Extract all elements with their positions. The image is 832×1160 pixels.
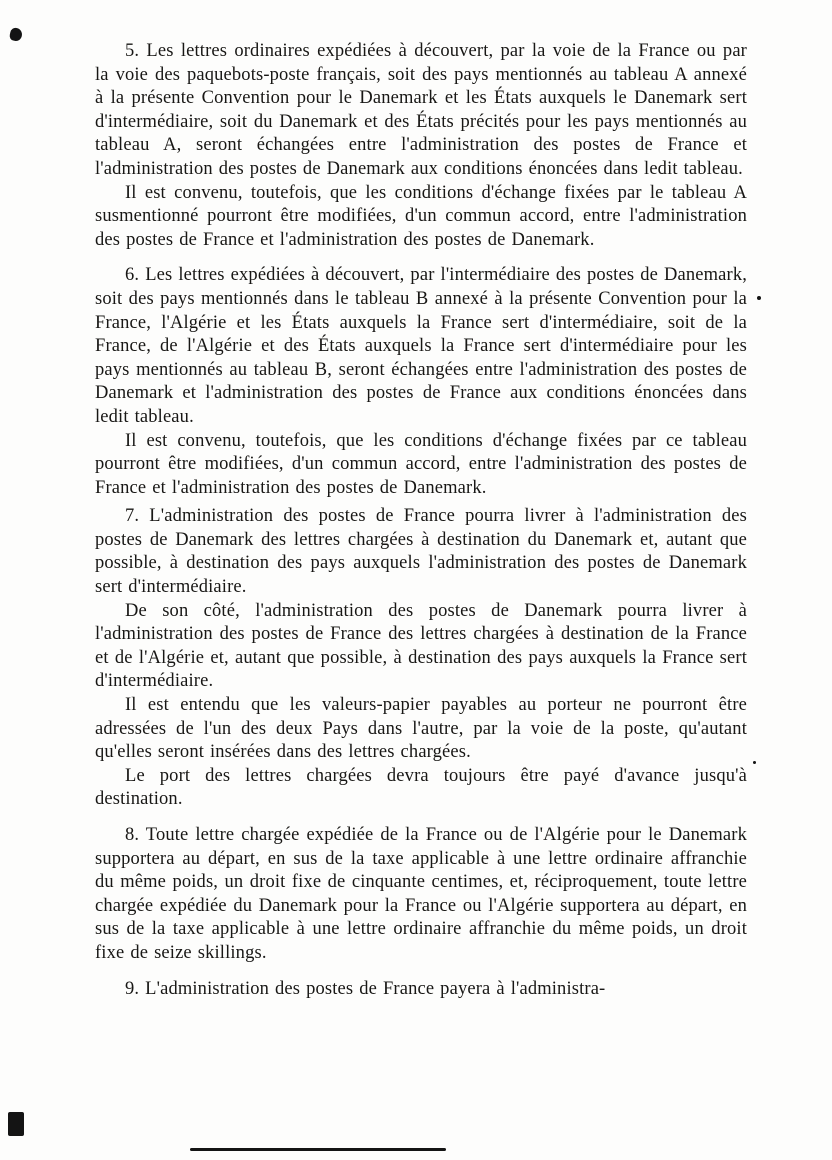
paragraph-article-9-partial: 9. L'administration des postes de France payera à l'administra- (125, 978, 606, 999)
paragraph-article-6: 6. Les lettres expédiées à découvert, par l'intermédiaire des postes de Danemark, soit des pays mentionnés dans le tableau B annexé à la présente Convention pour la France, l'Algérie et les États auxquels la France sert d'intermédiaire, soit de la France, de l'Algérie et des États auxquels la France sert d'intermédiaire pour les pays mentionnés au tableau B, seront échangées entre l'administration des postes de Danemark et l'administration des postes de France aux conditions énoncées dans ledit tableau. (95, 265, 747, 427)
paragraph-port-lettres: Le port des lettres chargées devra toujours être payé d'avance jusqu'à destination. (95, 765, 747, 810)
paragraph-article-7: 7. L'administration des postes de France pourra livrer à l'administration des postes de Danemark des lettres chargées à destination du Danemark et, autant que possible, à destination des pays auxquels l'administration des postes de Danemark sert d'intermédiaire. (95, 506, 747, 598)
paragraph-article-5: 5. Les lettres ordinaires expédiées à découvert, par la voie de la France ou par la voie des paquebots-poste français, soit des pays mentionnés au tableau A annexé à la présente Convention pour le Danemark et les États auxquels le Danemark sert d'intermédiaire, soit du Danemark et des États précités pour les pays mentionnés au tableau A, seront échangées entre l'administration des postes de France et l'administration des postes de Danemark aux conditions énoncées dans ledit tableau. (95, 41, 747, 179)
paragraph-valeurs-papier: Il est entendu que les valeurs-papier payables au porteur ne pourront être adressées de l'un des deux Pays dans l'autre, par la voie de la poste, qu'autant qu'elles seront insérées dans des lettres chargées. (95, 695, 747, 763)
paragraph-de-son-cote: De son côté, l'administration des postes de Danemark pourra livrer à l'administration des postes de France des lettres chargées à destination de la France et de l'Algérie et, autant que possible, à destination des pays auxquels la France sert d'intermédiaire. (95, 600, 747, 692)
scan-artifact-bottom-center-line (190, 1148, 446, 1151)
paragraph-article-8: 8. Toute lettre chargée expédiée de la France ou de l'Algérie pour le Danemark supportera au départ, en sus de la taxe applicable à une lettre ordinaire affranchie du même poids, un droit fixe de cinquante centimes, et, réciproquement, toute lettre chargée expédiée du Danemark pour la France ou l'Algérie supportera au départ, en sus de la taxe applicable à une lettre ordinaire affranchie du même poids, un droit fixe de seize skillings. (95, 825, 747, 963)
paragraph-convenu-tableau-a: Il est convenu, toutefois, que les conditions d'échange fixées par le tableau A susmentionné pourront être modifiées, d'un commun accord, entre l'administration des postes de France et l'administration des postes de Danemark. (95, 182, 747, 250)
paragraph-convenu-tableau-b: Il est convenu, toutefois, que les conditions d'échange fixées par ce tableau pourront être modifiées, d'un commun accord, entre l'administration des postes de France et l'administration des postes de Danemark. (95, 430, 747, 498)
scan-artifact-top-left-blob (9, 27, 23, 42)
scan-artifact-right-dot-lower (753, 761, 756, 764)
scan-artifact-right-dot-upper (757, 296, 761, 300)
document-page (95, 40, 747, 1001)
scan-artifact-bottom-left-bar (8, 1112, 24, 1136)
